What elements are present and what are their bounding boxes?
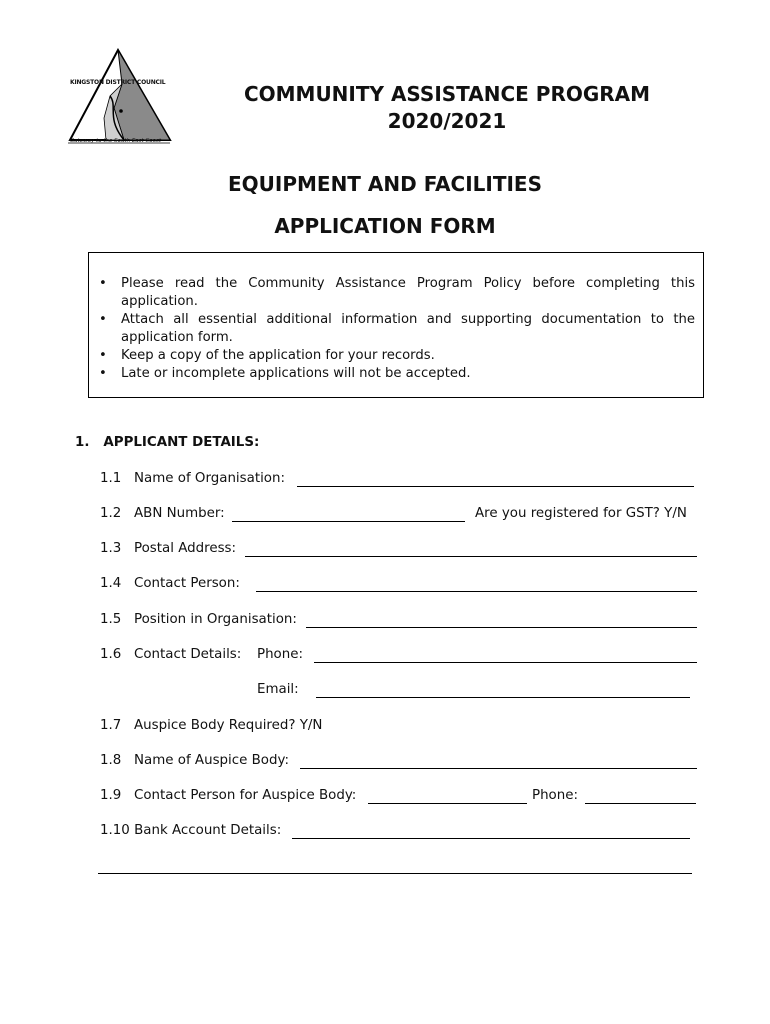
field-number-and-label xyxy=(100,822,281,840)
field-number: 1.5 xyxy=(100,612,122,627)
auspice-phone-label: Phone: xyxy=(532,788,578,803)
field-label: Contact Person for Auspice Body: xyxy=(134,788,357,803)
gst-question-label: Are you registered for GST? Y/N xyxy=(475,506,687,521)
instruction-item: • Late or incomplete applications will not be accepted. xyxy=(99,365,695,383)
field-number: 1.10 xyxy=(100,823,130,838)
email-field[interactable] xyxy=(316,697,690,698)
field-label: Contact Details: xyxy=(134,647,242,662)
field-number: 1.3 xyxy=(100,541,122,556)
instruction-item: • Keep a copy of the application for your records. xyxy=(99,347,695,365)
field-label: Bank Account Details: xyxy=(134,823,282,838)
instruction-item: • Attach all essential additional information and supporting documentation to the application form. xyxy=(99,311,695,347)
position-field[interactable] xyxy=(306,627,697,628)
abn-field[interactable] xyxy=(232,521,465,522)
auspice-phone-field[interactable] xyxy=(585,803,696,804)
field-label: Name of Organisation: xyxy=(134,471,285,486)
auspice-name-field[interactable] xyxy=(300,768,697,769)
email-label: Email: xyxy=(257,682,299,697)
field-label: Position in Organisation: xyxy=(134,612,297,627)
bank-account-field-continued[interactable] xyxy=(98,873,692,874)
field-number: 1.6 xyxy=(100,647,122,662)
phone-label: Phone: xyxy=(257,647,303,662)
form-subtitle-line1: EQUIPMENT AND FACILITIES xyxy=(228,172,542,196)
field-label: Name of Auspice Body: xyxy=(134,753,289,768)
logo-org-name: KINGSTON DISTRICT COUNCIL xyxy=(70,79,166,86)
field-number: 1.8 xyxy=(100,753,122,768)
field-number: 1.1 xyxy=(100,471,122,486)
postal-address-field[interactable] xyxy=(245,556,697,557)
auspice-contact-field[interactable] xyxy=(368,803,527,804)
page-title-line2: 2020/2021 xyxy=(387,109,507,133)
page-title-line1: COMMUNITY ASSISTANCE PROGRAM xyxy=(243,82,651,106)
instructions-box xyxy=(88,252,704,398)
form-subtitle-line2: APPLICATION FORM xyxy=(274,214,496,238)
auspice-required-question: Auspice Body Required? Y/N xyxy=(134,718,323,733)
field-number: 1.2 xyxy=(100,506,122,521)
field-number: 1.4 xyxy=(100,576,122,591)
logo-tagline: Gateway to the South East Coast xyxy=(70,138,162,144)
bank-account-field[interactable] xyxy=(292,838,690,839)
field-label: Contact Person: xyxy=(134,576,240,591)
contact-person-field[interactable] xyxy=(256,591,697,592)
instruction-item: • Please read the Community Assistance Program Policy before completing this application. xyxy=(99,275,695,311)
field-label: Postal Address: xyxy=(134,541,237,556)
field-number: 1.7 xyxy=(100,718,122,733)
field-label: ABN Number: xyxy=(134,506,225,521)
phone-field[interactable] xyxy=(314,662,697,663)
instructions-list xyxy=(99,275,695,383)
organisation-name-field[interactable] xyxy=(297,486,694,487)
field-number: 1.9 xyxy=(100,788,122,803)
section-heading-applicant-details: 1. APPLICANT DETAILS: xyxy=(75,435,260,450)
